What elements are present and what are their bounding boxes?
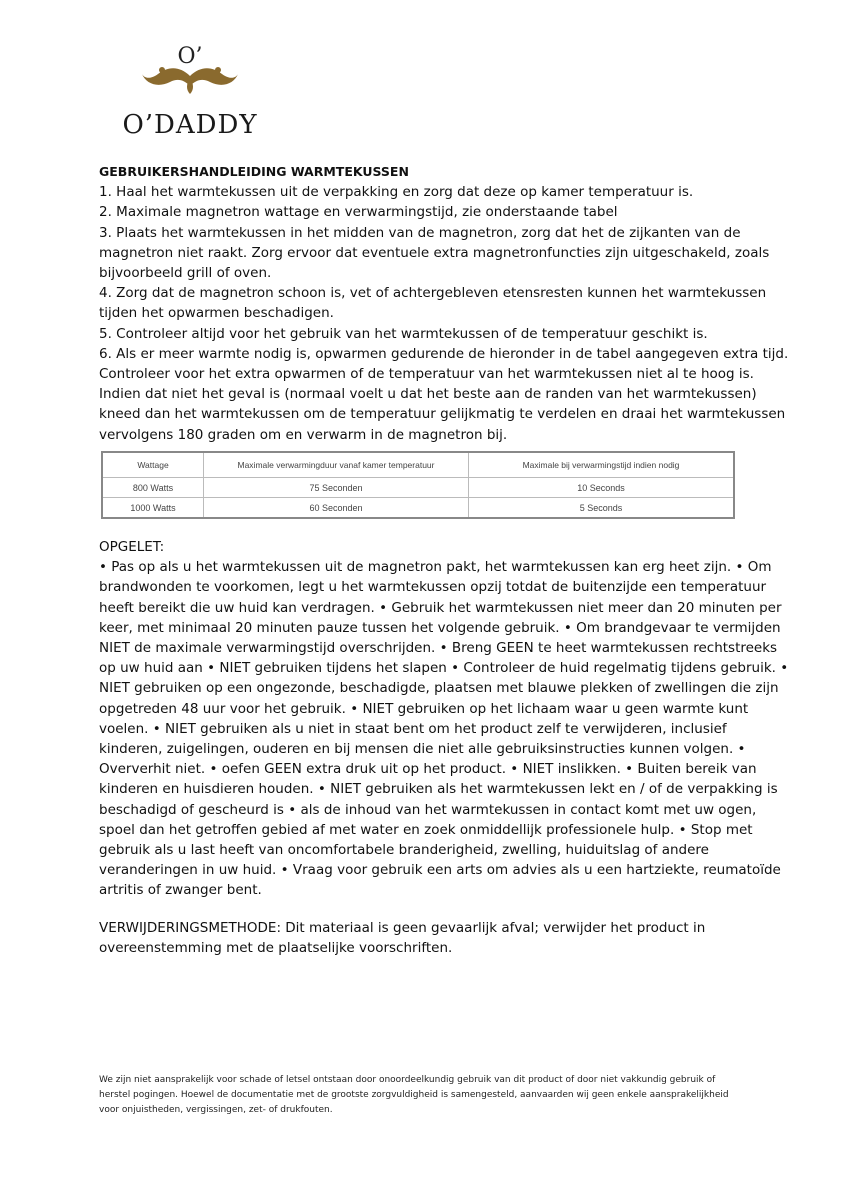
column-header: Wattage xyxy=(102,452,204,478)
warning-line: heeft bereikt die uw huid kan verdragen. • Gebruik het warmtekussen niet meer dan 20 minuten per xyxy=(99,599,782,616)
heating-table xyxy=(101,451,735,519)
instruction-line: tijden het opwarmen beschadigen. xyxy=(99,305,334,322)
disposal-line: VERWIJDERINGSMETHODE: Dit materiaal is geen gevaarlijk afval; verwijder het product in xyxy=(99,920,706,936)
warning-line: op uw huid aan • NIET gebruiken tijdens het slapen • Controleer de huid regelmatig tijdens gebruik. • xyxy=(99,660,789,677)
warning-line: spoel dan het getroffen gebied af met water en zoek onmiddellijk professionele hulp. • Stop met xyxy=(99,821,753,838)
column-header: Maximale bij verwarmingstijd indien nodig xyxy=(469,452,735,478)
instruction-line: 3. Plaats het warmtekussen in het midden van de magnetron, zorg dat het de zijkanten van de xyxy=(99,224,741,241)
warning-line: beschadigd of gescheurd is • als de inhoud van het warmtekussen in contact komt met uw ogen, xyxy=(99,801,757,818)
footer-line: We zijn niet aansprakelijk voor schade of letsel ontstaan door onoordeelkundig gebruik van dit product of door niet vakkundig gebruik of xyxy=(99,1075,716,1085)
table-cell: 1000 Watts xyxy=(102,498,204,519)
warning-line: NIET gebruiken op een ongezonde, beschadigde, plaatsen met blauwe plekken of zwellingen die zijn xyxy=(99,680,779,697)
table-row xyxy=(102,498,734,519)
footer-line: voor onjuistheden, vergissingen, zet- of drukfouten. xyxy=(99,1105,333,1115)
instruction-line: 1. Haal het warmtekussen uit de verpakking en zorg dat deze op kamer temperatuur is. xyxy=(99,184,694,201)
warning-line: keer, met minimaal 20 minuten pauze tussen het volgende gebruik. • Om brandgevaar te vermijden xyxy=(99,619,781,636)
instruction-line: 4. Zorg dat de magnetron schoon is, vet of achtergebleven etensresten kunnen het warmtekussen xyxy=(99,285,767,302)
table-cell: 5 Seconds xyxy=(469,498,735,519)
column-header: Maximale verwarmingduur vanaf kamer temperatuur xyxy=(204,452,469,478)
warning-line: veranderingen in uw huid. • Vraag voor gebruik een arts om advies als u een hartziekte, reumatoïde xyxy=(99,862,781,879)
disclaimer-footer xyxy=(99,1073,749,1118)
warning-line: gebruik als u last heeft van oncomfortabele branderigheid, zwelling, huiduitslag of andere xyxy=(99,842,709,859)
instruction-line: Controleer voor het extra opwarmen of de temperatuur van het warmtekussen niet al te hoog is. xyxy=(99,366,754,383)
footer-line: herstel pogingen. Hoewel de documentatie met de grootste zorgvuldigheid is samengesteld, aanvaarden wij geen enkele aansprakelijkheid xyxy=(99,1090,729,1100)
warning-line: kinderen en huisdieren houden. • NIET gebruiken als het warmtekussen lekt en / of de verpakking is xyxy=(99,781,778,798)
instruction-line: bijvoorbeeld grill of oven. xyxy=(99,265,272,282)
manual-heading: GEBRUIKERSHANDLEIDING WARMTEKUSSEN xyxy=(99,164,409,179)
warning-line: artritis of zwanger bent. xyxy=(99,882,262,899)
instruction-line: kneed dan het warmtekussen om de temperatuur gelijkmatig te verdelen en draai het warmtekussen xyxy=(99,406,786,423)
table-cell: 10 Seconds xyxy=(469,478,735,498)
warning-line: kinderen, zuigelingen, ouderen en bij mensen die niet alle gebruiksinstructies kunnen volgen. • xyxy=(99,741,746,758)
instruction-line: 5. Controleer altijd voor het gebruik van het warmtekussen of de temperatuur geschikt is. xyxy=(99,325,708,342)
table-cell: 60 Seconden xyxy=(204,498,469,519)
brand-mark: O’ xyxy=(177,44,203,69)
table-row xyxy=(102,478,734,498)
warning-heading: OPGELET: xyxy=(99,539,165,555)
disposal-line: overeenstemming met de plaatselijke voorschriften. xyxy=(99,940,453,957)
instruction-line: magnetron niet raakt. Zorg ervoor dat eventuele extra magnetronfuncties zijn uitgeschakeld, zoals xyxy=(99,244,770,261)
instruction-line: 2. Maximale magnetron wattage en verwarmingstijd, zie onderstaande tabel xyxy=(99,204,618,221)
brand-name: O’DADDY xyxy=(122,110,258,140)
warning-line: Oververhit niet. • oefen GEEN extra druk uit op het product. • NIET inslikken. • Buiten bereik van xyxy=(99,761,757,778)
warning-line: NIET de maximale verwarmingstijd overschrijden. • Breng GEEN te heet warmtekussen rechtstreeks xyxy=(99,640,778,657)
instruction-line: vervolgens 180 graden om en verwarm in de magnetron bij. xyxy=(99,426,508,443)
instruction-line: 6. Als er meer warmte nodig is, opwarmen gedurende de hieronder in de tabel aangegeven extra tijd. xyxy=(99,345,789,362)
table-cell: 800 Watts xyxy=(102,478,204,498)
instructions-section xyxy=(99,162,789,445)
ornament-icon xyxy=(140,44,240,104)
warning-line: voelen. • NIET gebruiken als u niet in staat bent om het product zelf te verwijderen, inclusief xyxy=(99,720,727,737)
warning-line: brandwonden te voorkomen, legt u het warmtekussen opzij totdat de buitenzijde een temperatuur xyxy=(99,579,767,596)
table-header-row xyxy=(102,452,734,478)
warning-line: • Pas op als u het warmtekussen uit de magnetron pakt, het warmtekussen kan erg heet zijn. • Om xyxy=(99,559,772,576)
disposal-section xyxy=(99,918,749,958)
warning-line: opgetreden 48 uur voor het gebruik. • NIET gebruiken op het lichaam waar u geen warmte kunt xyxy=(99,700,749,717)
table-cell: 75 Seconden xyxy=(204,478,469,498)
warning-section xyxy=(99,537,789,901)
instruction-line: Indien dat niet het geval is (normaal voelt u dat het beste aan de randen van het warmtekussen) xyxy=(99,386,757,403)
brand-logo xyxy=(100,44,280,144)
